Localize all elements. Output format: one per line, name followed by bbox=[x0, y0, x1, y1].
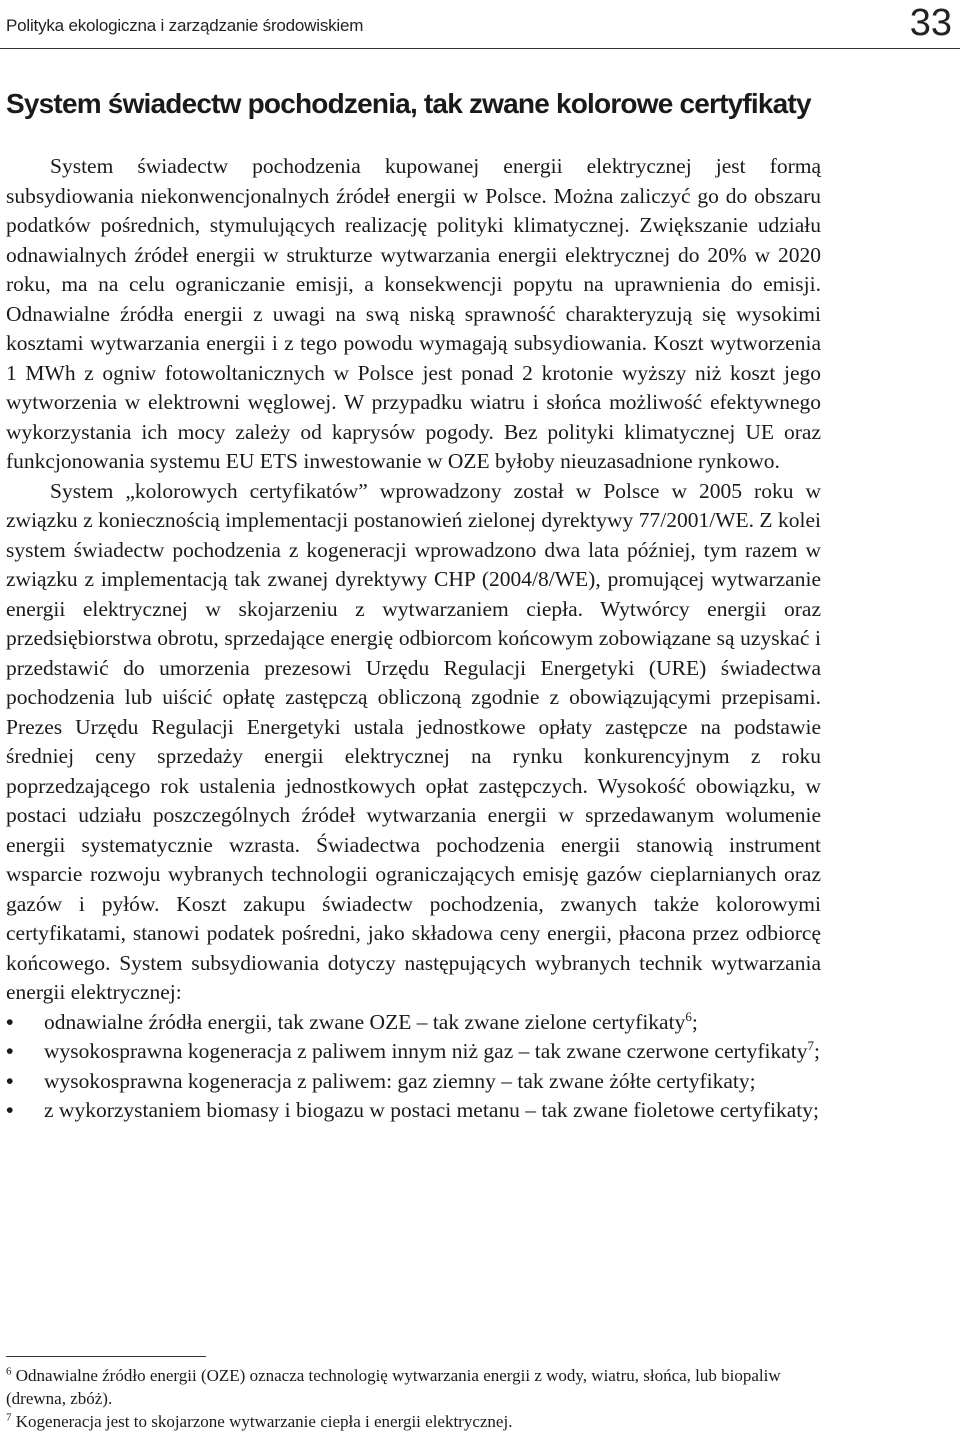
footnote-ref[interactable]: 7 bbox=[807, 1037, 815, 1053]
bullet-icon: • bbox=[6, 1068, 14, 1093]
bullet-icon: • bbox=[6, 1098, 14, 1122]
paragraph: System „kolorowych certyfikatów” wprowadzony został w Polsce w 2005 roku w związku z koniecznością implementacji postanowień zielonej dyrektywy 77/2001/WE. Z kolei system świadectw pochodzenia z kogeneracji wprowadzono dwa lata później, tym razem w związku z implementacją tak zwanej dyrektywy CHP (2004/8/WE), promującej wytwarzanie energii elektrycznej w skojarzeniu z wytwarzaniem ciepła. Wytwórcy energii oraz przedsiębiorstwa obrotu, sprzedające energię odbiorcom końcowym zobowiązane są uzyskać i przedstawić do umorzenia prezesowi Urzędu Regulacji Energetyki (URE) świadectwa pochodzenia lub uiścić opłatę zastępczą obliczoną zgodnie z obowiązującymi przepisami. Prezes Urzędu Regulacji Energetyki ustala jednostkowe opłaty zastępcze na podstawie średniej ceny sprzedaży energii elektrycznej na rynku konkurencyjnym z roku poprzedzającego rok ustalenia jednostkowych opłat zastępczych. Wysokość obowiązku, w postaci udziału poszczególnych źródeł wytwarzania energii w sprzedawanym wolumenie energii systematycznie wzrasta. Świadectwa pochodzenia energii stanowią instrument wsparcie rozwoju wybranych technologii ograniczających emisję gazów cieplarnianych oraz gazów i pyłów. Koszt zakupu świadectw pochodzenia, zwanych także kolorowymi certyfikatami, stanowi podatek pośredni, jako składowa ceny energii, płacona przez odbiorcę końcowego. System subsydiowania dotyczy następujących wybranych technik wytwarzania energii elektrycznej: bbox=[6, 478, 821, 1004]
list-item bbox=[6, 1096, 821, 1126]
footnote-text: Kogeneracja jest to skojarzone wytwarzanie ciepła i energii elektrycznej. bbox=[15, 1412, 513, 1431]
footnote bbox=[6, 1410, 821, 1433]
header-rule bbox=[0, 48, 960, 49]
footnote-text: Odnawialne źródło energii (OZE) oznacza technologię wytwarzania energii z wody, wiatru, słońca, lub biopaliw (drewna, zbóż). bbox=[6, 1366, 781, 1408]
list-item-tail: ; bbox=[691, 1009, 698, 1034]
list-item-text: wysokosprawna kogeneracja z paliwem innym niż gaz – tak zwane czerwone certyfikaty bbox=[44, 1039, 808, 1063]
list-item-tail: ; bbox=[814, 1039, 821, 1063]
running-title: Polityka ekologiczna i zarządzanie środowiskiem bbox=[6, 16, 364, 35]
list-item-text: odnawialne źródła energii, tak zwane OZE – tak zwane zielone certyfikaty bbox=[44, 1009, 686, 1034]
bullet-icon: • bbox=[6, 1039, 14, 1063]
footnote-number: 7 bbox=[6, 1411, 12, 1424]
footnotes bbox=[6, 1364, 821, 1433]
page-number: 33 bbox=[909, 2, 952, 44]
list-item bbox=[6, 1008, 821, 1038]
list-item-text: wysokosprawna kogeneracja z paliwem: gaz ziemny – tak zwane żółte certyfikaty; bbox=[44, 1068, 756, 1093]
bullet-icon: • bbox=[6, 1009, 14, 1034]
list-item bbox=[6, 1067, 821, 1097]
footnote bbox=[6, 1364, 821, 1410]
body-text bbox=[6, 152, 821, 1126]
footnote-number: 6 bbox=[6, 1365, 12, 1378]
page-header bbox=[0, 0, 960, 52]
list-item bbox=[6, 1037, 821, 1067]
bullet-list bbox=[6, 1008, 821, 1126]
paragraph: System świadectw pochodzenia kupowanej energii elektrycznej jest formą subsydiowania niekonwencjonalnych źródeł energii w Polsce. Można zaliczyć go do obszaru podatków pośrednich, stymulujących realizację polityki klimatycznej. Zwiększanie udziału odnawialnych źródeł energii w strukturze wytwarzania energii elektrycznej do 20% w 2020 roku, ma na celu ograniczanie emisji, a konsekwencji popytu na uprawnienia do emisji. Odnawialne źródła energii z uwagi na swą niską sprawność charakteryzują się wysokimi kosztami wytwarzania energii i z tego powodu wymagają subsydiowania. Koszt wytworzenia 1 MWh z ogniw fotowoltanicznych w Polsce jest ponad 2 krotonie wyższy niż koszt jego wytworzenia w elektrowni węglowej. W przypadku wiatru i słońca możliwość efektywnego wykorzystania ich mocy zależy od kaprysów pogody. Bez polityki klimatycznej UE oraz funkcjonowania systemu EU ETS inwestowanie w OZE byłoby nieuzasadnione rynkowo. bbox=[6, 154, 821, 473]
footnote-ref[interactable]: 6 bbox=[685, 1008, 692, 1024]
list-item-text: z wykorzystaniem biomasy i biogazu w postaci metanu – tak zwane fioletowe certyfikaty; bbox=[44, 1098, 819, 1122]
footnote-separator bbox=[6, 1356, 206, 1357]
section-title: System świadectw pochodzenia, tak zwane kolorowe certyfikaty bbox=[6, 88, 811, 119]
